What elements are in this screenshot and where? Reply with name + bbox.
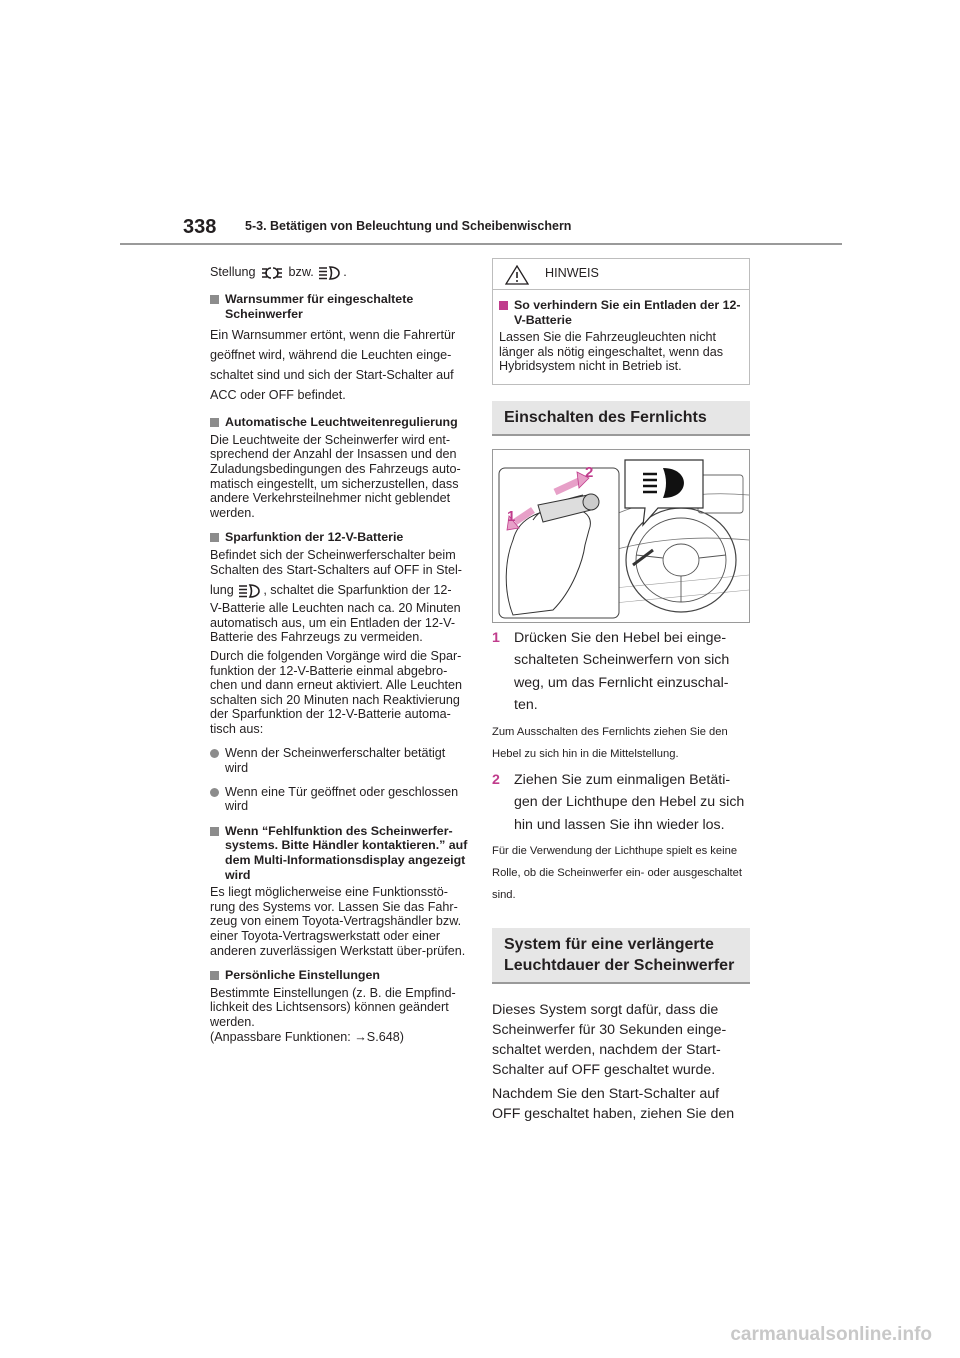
section-fehlfunktion-title: Wenn “Fehlfunktion des Scheinwerfer-systems. Bitte Händler kontaktieren.” auf dem Multi-Informationsdisplay angezeigt wird (210, 824, 468, 882)
note-box (492, 258, 750, 385)
stellung-text: Stellung (210, 265, 256, 279)
stellung-bzw: bzw. (288, 265, 314, 279)
section-fernlicht-title: Einschalten des Fernlichts (492, 401, 750, 436)
step-1: 1 Drücken Sie den Hebel bei einge-schalteten Scheinwerfern von sich weg, um das Fernlicht einzuschal-ten. (492, 629, 730, 714)
figure-label-1: 1 (507, 507, 516, 525)
note-title: So verhindern Sie ein Entladen der 12-V-Batterie (499, 298, 743, 327)
section-warnsummer-title: Warnsummer für eingeschaltete Scheinwerfer (210, 292, 468, 321)
section-sparfunktion-text-b: lung , schaltet die Sparfunktion der 12- (210, 583, 452, 598)
warning-triangle-icon (505, 265, 529, 285)
section-sparfunktion-text-a: Befindet sich der Scheinwerferschalter beim Schalten des Start-Schalters auf OFF in Stel- (210, 547, 462, 577)
parking-light-icon (259, 265, 285, 281)
section-persoenlich-ref: (Anpassbare Funktionen: →S.648) (210, 1029, 404, 1044)
chapter-title: 5-3. Betätigen von Beleuchtung und Scheibenwischern (245, 219, 572, 233)
header-rule (120, 243, 842, 245)
list-item: Wenn der Scheinwerferschalter betätigt wird (210, 746, 468, 775)
note-text: Lassen Sie die Fahrzeugleuchten nicht länger als nötig eingeschaltet, wenn das Hybridsystem nicht in Betrieb ist. (499, 330, 724, 374)
step-2: 2 Ziehen Sie zum einmaligen Betäti-gen der Lichthupe den Hebel zu sich hin und lassen Sie ihn wieder los. (492, 771, 745, 833)
left-column (210, 262, 468, 1044)
watermark: carmanualsonline.info (730, 1324, 932, 1345)
stellung-line (210, 262, 468, 282)
list-item: Wenn eine Tür geöffnet oder geschlossen wird (210, 785, 468, 814)
section-persoenlich-title: Persönliche Einstellungen (210, 968, 468, 983)
step-1-note: Zum Ausschalten des Fernlichts ziehen Sie den Hebel zu sich hin in die Mittelstellung. (492, 725, 728, 760)
note-label: HINWEIS (545, 266, 599, 280)
headlight-icon (237, 583, 263, 599)
section-leuchtweite-title: Automatische Leuchtweitenregulierung (210, 415, 468, 430)
section-sparfunktion-title: Sparfunktion der 12-V-Batterie (210, 530, 468, 545)
section-leuchtdauer-p2: Nachdem Sie den Start-Schalter auf OFF geschaltet haben, ziehen Sie den (492, 1086, 735, 1123)
section-sparfunktion-text-d: Durch die folgenden Vorgänge wird die Spar-funktion der 12-V-Batterie einmal abgebro-chen und dann erneut aktiviert. Alle Leuchten schalten sich 20 Minuten nach Reaktivierung der Sparfunktion der 12-V-Batterie automa-tisch aus: (210, 648, 463, 736)
section-leuchtdauer-title: System für eine verlängerte Leuchtdauer der Scheinwerfer (492, 928, 750, 984)
headlight-icon (317, 265, 343, 281)
section-fehlfunktion-text: Es liegt möglicherweise eine Funktionsstö-rung des Systems vor. Lassen Sie das Fahr-zeug von einem Toyota-Vertragshändler bzw. einer Toyota-Vertragswerkstatt oder einer anderen zuverlässigen Werkstatt über-prüfen. (210, 885, 466, 958)
step-2-note: Für die Verwendung der Lichthupe spielt es keine Rolle, ob die Scheinwerfer ein- oder ausgeschaltet sind. (492, 845, 742, 902)
section-leuchtdauer-p1: Dieses System sorgt dafür, dass die Scheinwerfer für 30 Sekunden einge-schaltet werden, nachdem der Start-Schalter auf OFF geschaltet wurde. (492, 1002, 727, 1079)
section-warnsummer-text: Ein Warnsummer ertönt, wenn die Fahrertür geöffnet wird, während die Leuchten einge-schaltet sind und sich der Start-Schalter auf ACC oder OFF befindet. (210, 328, 456, 403)
note-header (493, 259, 749, 290)
steering-lever-illustration (493, 450, 749, 622)
section-leuchtweite-text: Die Leuchtweite der Scheinwerfer wird ent-sprechend der Anzahl der Insassen und den Zuladungsbedingungen des Fahrzeugs auto-matisch eingestellt, um sicherzustellen, dass andere Verkehrsteilnehmer nicht geblendet werden. (210, 432, 461, 520)
section-persoenlich-text: Bestimmte Einstellungen (z. B. die Empfind-lichkeit des Lichtsensors) können geändert werden. (210, 985, 456, 1029)
page-number: 338 (183, 216, 217, 238)
figure-label-2: 2 (585, 463, 594, 481)
section-sparfunktion-text-c: V-Batterie alle Leuchten nach ca. 20 Minuten automatisch aus, um ein Entladen der 12-V-Batterie des Fahrzeugs zu vermeiden. (210, 601, 461, 645)
stellung-end: . (343, 265, 347, 279)
high-beam-figure (492, 449, 750, 623)
right-column (492, 258, 750, 1124)
